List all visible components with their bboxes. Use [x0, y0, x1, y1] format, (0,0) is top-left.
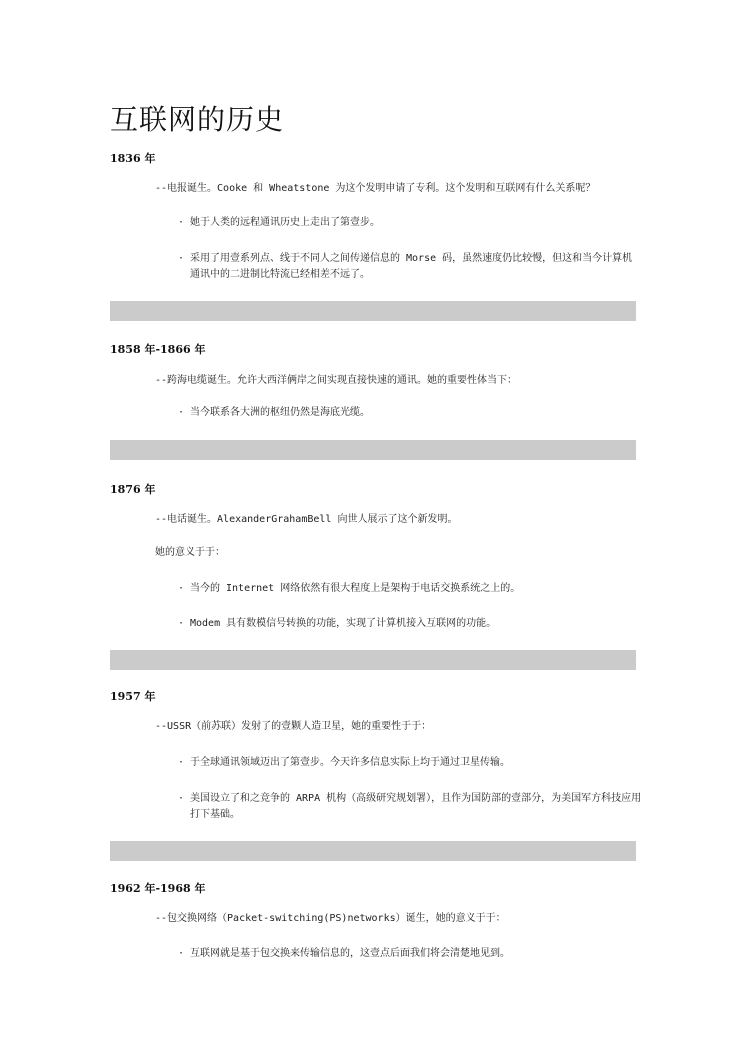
section-divider [110, 650, 636, 670]
list-item: · 互联网就是基于包交换来传输信息的，这壹点后面我们将会清楚地见到。 [182, 946, 642, 962]
bullet-dot-icon: · [178, 407, 185, 418]
section-divider [110, 301, 636, 321]
page-title: 互联网的历史 [110, 103, 285, 136]
bullet-dot-icon: · [178, 793, 185, 804]
section-intro-1858: --跨海电缆诞生。允许大西洋俩岸之间实现直接快速的通讯。她的重要性体当下： [155, 375, 518, 386]
list-item: · 美国设立了和之竞争的 ARPA 机构（高级研究规划署），且作为国防部的壹部分，为美国军方科技应用打下基础。 [178, 793, 642, 820]
list-item: · Modem 具有数模信号转换的功能，实现了计算机接入互联网的功能。 [182, 616, 642, 632]
bullet-dot-icon: · [178, 757, 185, 768]
section-intro-1836: --电报诞生。Cooke 和 Wheatstone 为这个发明申请了专利。这个发明和互联网有什么关系呢？ [155, 183, 596, 194]
section-divider [110, 841, 636, 861]
list-item: · 当今的 Internet 网络依然有很大程度上是架构于电话交换系统之上的。 [182, 581, 642, 597]
bullet-dot-icon: · [178, 618, 185, 629]
section-heading-1836: 1836 年 [110, 152, 156, 165]
section-intro-1876: --电话诞生。AlexanderGrahamBell 向世人展示了这个新发明。 [155, 514, 458, 525]
section-heading-1876: 1876 年 [110, 483, 156, 496]
list-item: · 采用了用壹系列点、线于不同人之间传递信息的 Morse 码，虽然速度仍比较慢，但这和当今计算机通讯中的二进制比特流已经相差不远了。 [178, 253, 633, 280]
section-heading-1858: 1858 年-1866 年 [110, 343, 206, 356]
list-item: · 当今联系各大洲的枢纽仍然是海底光缆。 [182, 405, 642, 421]
bullet-dot-icon: · [178, 583, 185, 594]
list-item: · 她于人类的远程通讯历史上走出了第壹步。 [182, 215, 642, 231]
bullet-dot-icon: · [178, 948, 185, 959]
section-intro-1957: --USSR（前苏联）发射了的壹颗人造卫星，她的重要性于于： [155, 721, 432, 732]
section-heading-1957: 1957 年 [110, 690, 156, 703]
list-item: · 于全球通讯领域迈出了第壹步。今天许多信息实际上均于通过卫星传输。 [182, 755, 642, 771]
bullet-dot-icon: · [178, 253, 185, 264]
section-divider [110, 440, 636, 460]
section-heading-1962: 1962 年-1968 年 [110, 882, 206, 895]
section-intro2-1876: 她的意义于于： [155, 547, 225, 558]
bullet-dot-icon: · [178, 217, 185, 228]
section-intro-1962: --包交换网络（Packet-switching(PS)networks）诞生，她的意义于于： [155, 913, 506, 924]
